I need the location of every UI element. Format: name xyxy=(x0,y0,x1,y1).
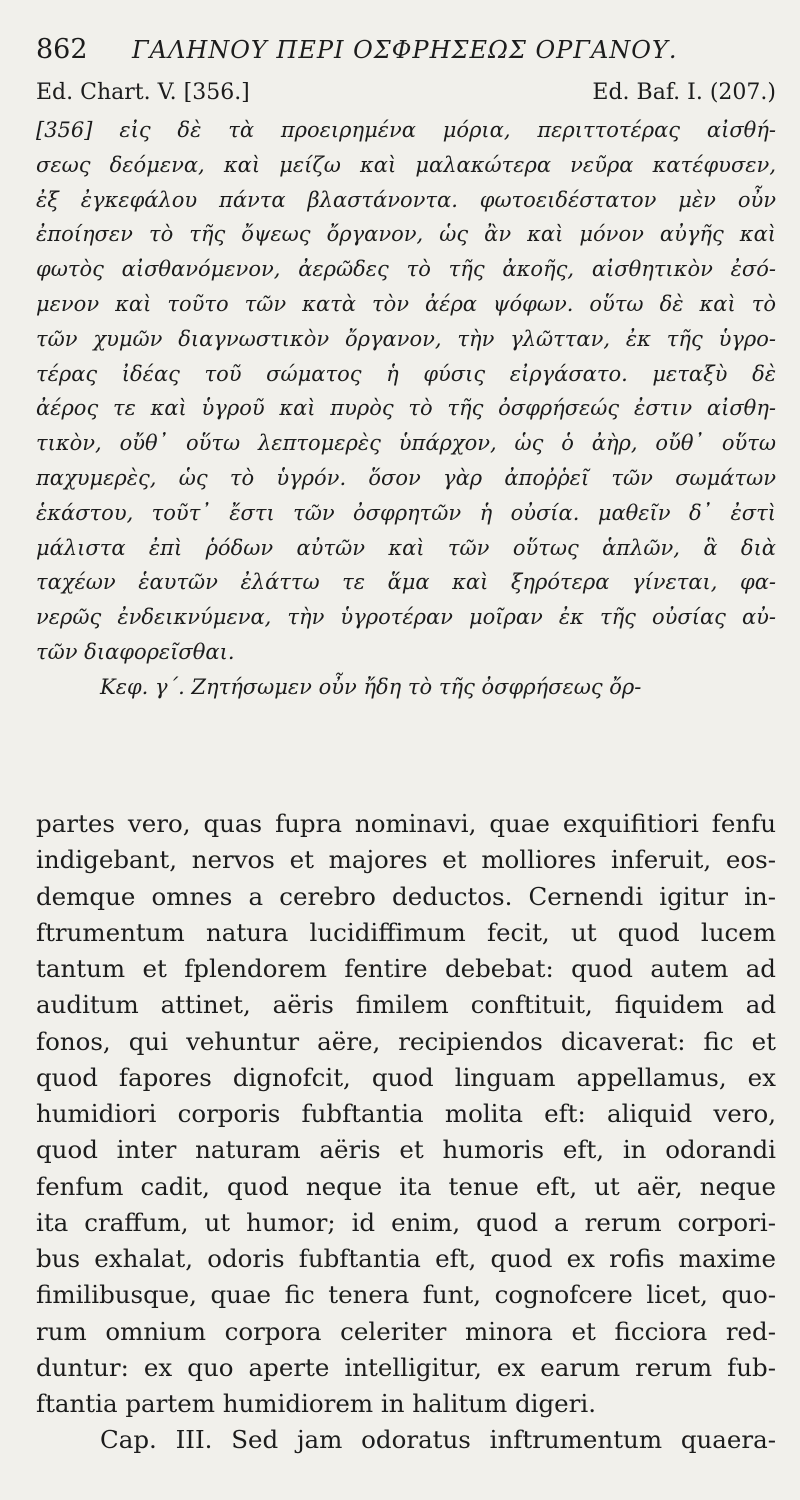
greek-line: μενον καὶ τοῦτο τῶν κατὰ τὸν ἀέρα ψόφων. οὕτω δὲ καὶ τὸ xyxy=(36,291,776,316)
greek-line: τικὸν, οὔθ᾽ οὕτω λεπτομερὲς ὑπάρχον, ὡς ὁ ἀὴρ, οὔθ᾽ οὕτω xyxy=(36,431,776,456)
latin-line: partes vero, quas fupra nominavi, quae exquifitiori fenfu xyxy=(36,809,776,838)
greek-line: ταχέων ἑαυτῶν ἐλάττω τε ἅμα καὶ ξηρότερα γίνεται, φα- xyxy=(36,570,776,595)
greek-line: τῶν διαφορεῖσθαι. xyxy=(36,639,235,664)
latin-text-block xyxy=(36,806,776,1459)
latin-line: quod fapores dignofcit, quod linguam appellamus, ex xyxy=(36,1062,776,1092)
latin-line: bus exhalat, odoris fubftantia eft, quod ex rofis maxime xyxy=(36,1244,776,1273)
edition-references xyxy=(36,80,776,114)
greek-line: ἑκάστου, τοῦτ᾽ ἔστι τῶν ὀσφρητῶν ἡ οὐσία. μαθεῖν δ᾽ ἐστὶ xyxy=(36,500,776,525)
greek-line: παχυμερὲς, ὡς τὸ ὑγρόν. ὅσον γὰρ ἀποῤῥεῖ τῶν σωμάτων xyxy=(36,465,776,490)
latin-line: demque omnes a cerebro deductos. Cernendi igitur in- xyxy=(36,881,776,911)
latin-line: humidiori corporis fubftantia molita eft: aliquid vero, xyxy=(36,1099,776,1128)
latin-chapter-heading: Cap. III. Sed jam odoratus inftrumentum quaera- xyxy=(100,1425,776,1455)
greek-line: φωτὸς αἰσθανόμενον, ἀερῶδες τὸ τῆς ἀκοῆς, αἰσθητικὸν ἐσό- xyxy=(36,257,776,282)
latin-line: indigebant, nervos et majores et molliores inferuit, eos- xyxy=(36,845,776,875)
running-title: ΓΑΛΗΝΟΥ ΠΕΡΙ ΟΣΦΡΗΣΕΩΣ ΟΡΓΑΝΟΥ. xyxy=(132,36,678,64)
edition-basel: Ed. Baf. I. (207.) xyxy=(592,80,776,105)
greek-line: νερῶς ἐνδεικνύμενα, τὴν ὑγροτέραν μοῖραν ἐκ τῆς οὐσίας αὐ- xyxy=(36,605,776,630)
greek-line: τέρας ἰδέας τοῦ σώματος ἡ φύσις εἰργάσατο. μεταξὺ δὲ xyxy=(36,361,776,386)
greek-line: μάλιστα ἐπὶ ῥόδων αὐτῶν καὶ τῶν οὕτως ἁπλῶν, ἃ διὰ xyxy=(36,535,776,560)
latin-line: fimilibusque, quae fic tenera funt, cognofcere licet, quo- xyxy=(36,1280,776,1310)
greek-line: ἐξ ἐγκεφάλου πάντα βλαστάνοντα. φωτοειδέστατον μὲν οὖν xyxy=(36,187,776,212)
latin-line: rum omnium corpora celeriter minora et ficciora red- xyxy=(36,1316,776,1346)
latin-line: fenfum cadit, quod neque ita tenue eft, ut aër, neque xyxy=(36,1171,776,1201)
greek-line: ἐποίησεν τὸ τῆς ὄψεως ὄργανον, ὡς ἂν καὶ μόνον αὐγῆς καὶ xyxy=(36,222,776,247)
latin-line: ita craffum, ut humor; id enim, quod a rerum corpori- xyxy=(36,1207,776,1237)
greek-chapter-heading: Κεφ. γ΄. Ζητήσωμεν οὖν ἤδη τὸ τῆς ὀσφρήσεως ὄρ- xyxy=(100,674,642,699)
latin-line: duntur: ex quo aperte intelligitur, ex earum rerum fub- xyxy=(36,1352,776,1382)
greek-line: σεως δεόμενα, καὶ μείζω καὶ μαλακώτερα νεῦρα κατέφυσεν, xyxy=(36,152,776,177)
latin-line: quod inter naturam aëris et humoris eft, in odorandi xyxy=(36,1135,776,1165)
edition-chartier: Ed. Chart. V. [356.] xyxy=(36,80,250,105)
running-header xyxy=(36,26,766,66)
greek-text-block xyxy=(36,113,776,705)
latin-line: ftantia partem humidiorem in halitum digeri. xyxy=(36,1389,597,1418)
latin-line: fonos, qui vehuntur aëre, recipiendos dicaverat: fic et xyxy=(36,1026,776,1056)
greek-line: ἀέρος τε καὶ ὑγροῦ καὶ πυρὸς τὸ τῆς ὀσφρήσεώς ἐστιν αἰσθη- xyxy=(36,396,776,421)
page-number: 862 xyxy=(36,34,88,65)
greek-line: [356] εἰς δὲ τὰ προειρημένα μόρια, περιττοτέρας αἰσθή- xyxy=(36,118,776,142)
greek-line: τῶν χυμῶν διαγνωστικὸν ὄργανον, τὴν γλῶτταν, ἐκ τῆς ὑγρο- xyxy=(36,326,776,351)
latin-line: ftrumentum natura lucidiffimum fecit, ut quod lucem xyxy=(36,917,776,947)
latin-line: auditum attinet, aëris fimilem conftituit, fiquidem ad xyxy=(36,990,776,1020)
latin-line: tantum et fplendorem fentire debebat: quod autem ad xyxy=(36,954,776,983)
